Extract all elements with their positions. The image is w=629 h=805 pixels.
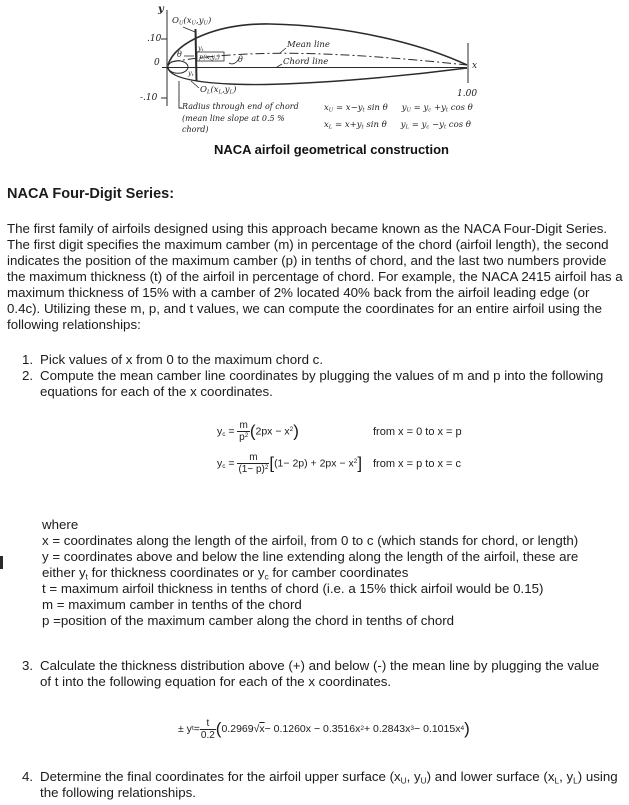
yt-lower-label: $y_t$ — [188, 69, 194, 78]
step-1 — [22, 352, 620, 368]
camber-equation-1 — [217, 417, 462, 446]
where-title: where — [42, 517, 79, 532]
camber-equation-2-math: $y_c$ = $\frac{m}{(1- p)^2}$ $[(1- 2p) + 2px - x^2]$ — [217, 452, 363, 475]
step-4-text: Determine the final coordinates for the airfoil upper surface ($x_U$, $y_U$) and lower surface ($x_L$, $y_L$) using the following relationships. — [40, 769, 618, 800]
radius-note-line3: chord) — [182, 125, 209, 134]
where-t-line: t = maximum airfoil thickness in tenths of chord (i.e. a 15% thick airfoil would be 0.15) — [42, 581, 544, 596]
where-p-line: p =position of the maximum camber along the chord in tenths of chord — [42, 613, 455, 628]
step-4 — [22, 769, 620, 801]
mean-line-pointer — [280, 48, 286, 53]
step-1-number: 1. — [22, 352, 34, 367]
step-2-text: Compute the mean camber line coordinates by plugging the values of m and p into the following equations for each of the x coordinates. — [40, 368, 604, 399]
section-heading: NACA Four-Digit Series: — [7, 186, 175, 202]
theta-mid-label: θ — [238, 55, 243, 64]
step-3 — [22, 658, 608, 690]
upper-point-label: $O_U(x_U,y_U)$ — [172, 16, 212, 27]
transform-equations-row2 — [324, 120, 471, 130]
where-x-line: x = coordinates along the length of the airfoil, from 0 to c (which stands for chord, or length) — [42, 533, 579, 548]
airfoil-figure — [135, 4, 500, 162]
upper-point-leader — [183, 27, 195, 32]
tick-label-010: .10 — [147, 34, 162, 44]
lower-point-leader — [191, 81, 199, 88]
tick-label-minus010: -.10 — [140, 93, 158, 103]
step-3-text: Calculate the thickness distribution above (+) and below (-) the mean line by plugging the value of t into the following equation for each of the x coordinates. — [40, 658, 600, 689]
tick-label-0: 0 — [154, 58, 160, 68]
where-y-line: y = coordinates above and below the line extending along the length of the airfoil, these are — [42, 549, 579, 564]
camber-equations — [217, 417, 462, 481]
thickness-measure-line — [196, 29, 197, 81]
mean-line-label: Mean line — [287, 40, 330, 50]
y-axis-label: y — [158, 4, 164, 15]
where-block — [42, 517, 578, 629]
camber-equation-2-range: from x = p to x = c — [373, 457, 462, 470]
eq-yl: $y_L = y_c -y_t$ cos θ — [400, 120, 471, 131]
chord-line-label: Chord line — [283, 57, 329, 67]
step-2 — [22, 368, 620, 400]
radius-note — [182, 101, 299, 136]
eq-yu: $y_U = y_c +y_t$ cos θ — [401, 103, 473, 114]
figure-caption: NACA airfoil geometrical construction — [214, 142, 449, 157]
eq-xu: $x_U = x-y_t$ sin θ — [324, 103, 388, 114]
step-1-text: Pick values of x from 0 to the maximum chord c. — [40, 352, 324, 367]
step-4-number: 4. — [22, 769, 34, 784]
steps-1-2 — [22, 352, 620, 400]
camber-equation-1-range: from x = 0 to x = p — [373, 425, 462, 438]
airfoil-lower-surface — [168, 68, 467, 85]
p-point-label: $p(x,y_c)$ — [199, 53, 220, 62]
step-3-number: 3. — [22, 658, 34, 673]
airfoil-diagram — [135, 4, 500, 162]
chord-end-label: 1.00 — [457, 89, 478, 99]
thickness-equation: ± y t = $\frac{t}{0.2}$ ( 0.2969 √ x − 0.1260x − 0.3516x 2 + 0.2843x 3 − 0.1015x 4 ) — [178, 717, 470, 741]
yt-upper-label: $y_t$ — [198, 44, 204, 53]
transform-equations-row1 — [324, 103, 473, 113]
camber-equation-1-math: $y_c$ = $\frac{m}{p^2}$ $(2px - x^2)$ — [217, 420, 299, 443]
theta-nose-label: θ — [177, 50, 182, 59]
intro-paragraph: The first family of airfoils designed using this approach became known as the NACA Four-Digit Series. The first digit specifies the maximum camber (m) in percentage of the chord (airfoil length), the second indicates the position of the maximum camber (p) in tenths of chord, and the last two numbers provide the maximum thickness (t) of the airfoil in percentage of chord. For example, the NACA 2415 airfoil has a maximum thickness of 15% with a camber of 2% located 40% back from the airfoil leading edge (or 0.4c). Utilizing these m, p, and t values, we can compute the coordinates for an entire airfoil using the following relationships: — [7, 221, 623, 332]
step-2-number: 2. — [22, 368, 34, 383]
where-m-line: m = maximum camber in tenths of the chord — [42, 597, 302, 612]
eq-xl: $x_L = x+y_t$ sin θ — [324, 120, 387, 131]
x-axis-label: x — [472, 61, 478, 71]
radius-note-line2: (mean line slope at 0.5 % — [182, 113, 285, 123]
where-y-line2: either $y_t$ for thickness coordinates or $y_c$ for camber coordinates — [42, 565, 409, 582]
camber-equation-2 — [217, 449, 462, 478]
radius-note-line1: Radius through end of chord — [182, 102, 299, 111]
chord-line-pointer — [277, 64, 282, 67]
scan-edge-artifact — [0, 556, 3, 569]
lower-point-label: $O_L(x_L,y_L)$ — [200, 85, 237, 96]
